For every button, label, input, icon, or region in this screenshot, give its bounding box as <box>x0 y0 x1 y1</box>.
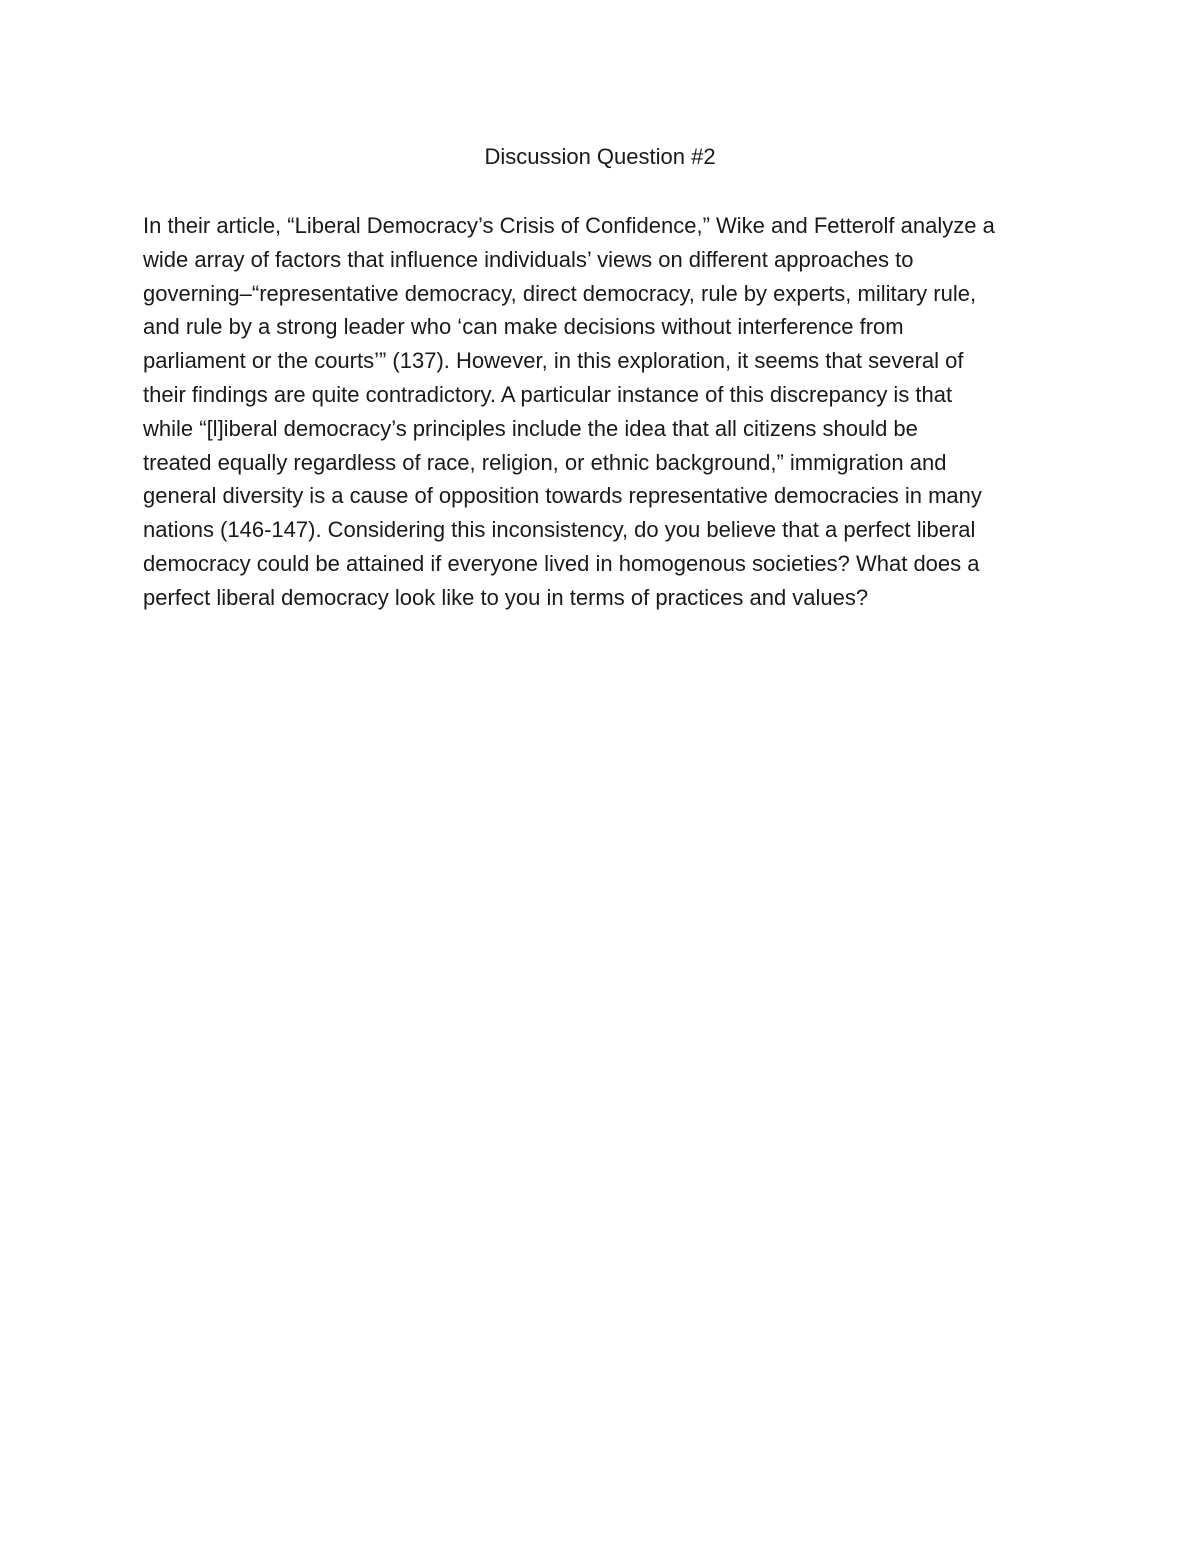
paragraph-line: nations (146-147). Considering this inconsistency, do you believe that a perfect liberal <box>143 517 976 543</box>
paragraph-line: their findings are quite contradictory. A particular instance of this discrepancy is that <box>143 381 953 407</box>
paragraph-line: perfect liberal democracy look like to you in terms of practices and values? <box>143 584 869 610</box>
paragraph-line: democracy could be attained if everyone lived in homogenous societies? What does a <box>143 550 980 576</box>
paragraph-line: wide array of factors that influence individuals’ views on different approaches to <box>143 246 914 272</box>
paragraph-line: treated equally regardless of race, religion, or ethnic background,” immigration and <box>143 449 947 475</box>
paragraph-line: parliament or the courts’” (137). However, in this exploration, it seems that several of <box>143 348 964 374</box>
paragraph-line: and rule by a strong leader who ‘can make decisions without interference from <box>143 314 904 340</box>
paragraph-line: In their article, “Liberal Democracy’s Crisis of Confidence,” Wike and Fetterolf analyze a <box>143 213 995 238</box>
document-title: Discussion Question #2 <box>484 144 716 169</box>
paragraph-line: governing–“representative democracy, direct democracy, rule by experts, military rule, <box>143 280 977 306</box>
paragraph-line: general diversity is a cause of opposition towards representative democracies in many <box>143 483 982 509</box>
discussion-paragraph <box>143 209 1073 615</box>
paragraph-line: while “[l]iberal democracy’s principles include the idea that all citizens should be <box>143 415 918 441</box>
